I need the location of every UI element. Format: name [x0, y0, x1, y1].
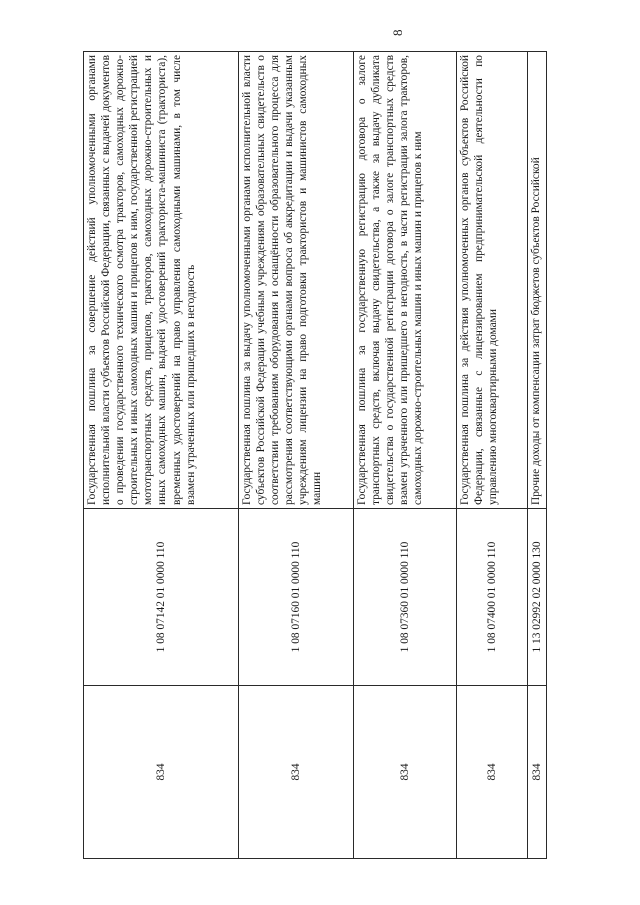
- kbk-code-cell: 1 08 07142 01 0000 110: [84, 509, 239, 686]
- revenue-codes-table-rotated: [83, 51, 580, 859]
- admin-code-cell: 834: [84, 686, 239, 859]
- description-cell: Государственная пошлина за государственную регистрацию договора о залоге транспортных средств, включая выдачу свидетельства, а также за выдачу дубликата свидетельства о государственной регистрации договора о залоге транспортных средств взамен утраченного или пришедшего в негодность, в части регистрации залога тракторов, самоходных дорожно-строительных машин и иных машин и прицепов к ним: [354, 52, 457, 509]
- description-cell: Государственная пошлина за совершение действий уполномоченными органами исполнительной власти субъектов Российской Федерации, связанных с выдачей документов о проведении государственного технического осмотра тракторов, самоходных дорожно-строительных и иных самоходных машин и прицепов к ним, государственной регистрацией мототранспортных средств, прицепов, тракторов, самоходных дорожно-строительных и иных самоходных машин, выдачей удостоверений тракториста-машиниста (тракториста), временных удостоверений на право управления самоходными машинами, в том числе взамен утраченных или пришедших в негодность: [84, 52, 239, 509]
- table-row: [84, 52, 239, 859]
- description-cell: Государственная пошлина за выдачу уполномоченными органами исполнительной власти субъектов Российской Федерации учебным учреждениям образовательных свидетельств о соответствии требованиям оборудования и оснащённости образовательного процесса для рассмотрения соответствующими органами вопроса об аккредитации и выдачи указанным учреждениям лицензии на право подготовки трактористов и машинистов самоходных машин: [239, 52, 354, 509]
- description-cell: Прочие доходы от компенсации затрат бюджетов субъектов Российской: [528, 52, 547, 509]
- page-number: 8: [390, 29, 405, 36]
- kbk-code-cell: 1 13 02992 02 0000 130: [528, 509, 547, 686]
- admin-code-cell: 834: [457, 686, 528, 859]
- admin-code-cell: 834: [239, 686, 354, 859]
- description-cell: Государственная пошлина за действия уполномоченных органов субъектов Российской Федерации, связанные с лицензированием предпринимательской деятельности по управлению многоквартирными домами: [457, 52, 528, 509]
- revenue-codes-table: [83, 51, 547, 859]
- admin-code-cell: 834: [354, 686, 457, 859]
- table-row: [354, 52, 457, 859]
- table-row: [239, 52, 354, 859]
- table-row: [528, 52, 547, 859]
- kbk-code-cell: 1 08 07400 01 0000 110: [457, 509, 528, 686]
- kbk-code-cell: 1 08 07160 01 0000 110: [239, 509, 354, 686]
- table-row: [457, 52, 528, 859]
- admin-code-cell: 834: [528, 686, 547, 859]
- kbk-code-cell: 1 08 07360 01 0000 110: [354, 509, 457, 686]
